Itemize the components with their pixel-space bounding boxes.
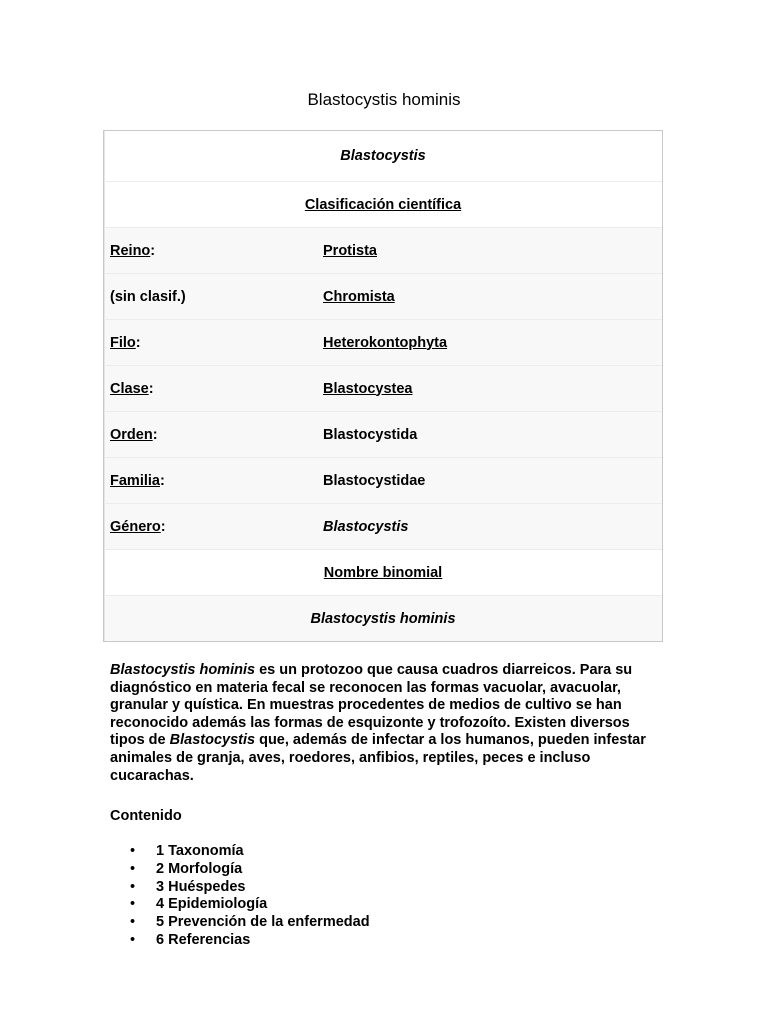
toc-item[interactable]: [110, 896, 370, 914]
toc-item[interactable]: [110, 879, 370, 897]
taxon-row-familia: [104, 457, 662, 503]
rank-suffix: :: [159, 472, 165, 489]
rank-link-genero[interactable]: Género: [110, 518, 161, 535]
taxon-row-sin-clasif: [104, 273, 662, 319]
table-of-contents: [110, 843, 370, 950]
classification-heading-row: [104, 181, 662, 227]
taxon-value-blastocystidae: Blastocystidae: [323, 472, 426, 489]
toc-item-label: 5 Prevención de la enfermedad: [156, 914, 370, 931]
toc-item[interactable]: [110, 843, 370, 861]
taxon-row-clase: [104, 365, 662, 411]
taxon-rank: [110, 335, 141, 351]
toc-item[interactable]: [110, 861, 370, 879]
taxon-value-link-chromista[interactable]: Chromista: [323, 288, 395, 305]
intro-paragraph: [110, 662, 655, 785]
rank-suffix: :: [152, 426, 158, 443]
toc-item[interactable]: [110, 932, 370, 950]
binomial-heading-link[interactable]: Nombre binomial: [323, 564, 443, 581]
taxon-row-genero: [104, 503, 662, 549]
bullet-icon: •: [130, 878, 136, 895]
bullet-icon: •: [130, 843, 136, 859]
rank-link-clase[interactable]: Clase: [110, 380, 149, 397]
taxobox-header-genus: Blastocystis: [340, 148, 426, 164]
toc-item-label: 2 Morfología: [156, 860, 243, 877]
toc-item-label: 1 Taxonomía: [156, 843, 244, 859]
intro-text-1: es un protozoo que causa cuadros diarreicos. Para su diagnóstico en materia fecal se reconocen las formas vacuolar, avacuolar, granular y quística. En muestras procedentes de medios de cultivo se han reconocido además las formas de esquizonte y trofozoíto. Existen diversos tipos de: [110, 662, 633, 749]
rank-link-familia[interactable]: Familia: [110, 472, 160, 489]
toc-item-label: 6 Referencias: [156, 931, 251, 948]
taxon-value-blastocystis: Blastocystis: [323, 518, 409, 535]
classification-heading-link[interactable]: Clasificación científica: [304, 196, 462, 213]
bullet-icon: •: [130, 914, 136, 931]
taxon-row-reino: [104, 227, 662, 273]
bullet-icon: •: [130, 860, 136, 877]
rank-suffix: :: [150, 242, 156, 259]
bullet-icon: •: [130, 896, 136, 913]
taxon-row-filo: [104, 319, 662, 365]
taxon-rank: [110, 473, 165, 489]
toc-title: Contenido: [110, 808, 182, 824]
page-title: Blastocystis hominis: [307, 90, 461, 109]
rank-suffix: :: [135, 334, 141, 351]
toc-item[interactable]: [110, 914, 370, 932]
rank-suffix: :: [148, 380, 154, 397]
rank-link-orden[interactable]: Orden: [110, 426, 153, 443]
toc-item-label: 3 Huéspedes: [156, 878, 246, 895]
taxon-value-blastocystida: Blastocystida: [323, 426, 418, 443]
taxon-rank: [110, 519, 166, 535]
binomial-name-row: [104, 595, 662, 641]
taxon-rank: [110, 381, 154, 397]
rank-link-filo[interactable]: Filo: [110, 334, 136, 351]
taxon-value-link-protista[interactable]: Protista: [323, 242, 377, 259]
taxon-row-orden: [104, 411, 662, 457]
taxobox: [103, 130, 663, 642]
taxon-value-link-heterokontophyta[interactable]: Heterokontophyta: [323, 334, 448, 351]
rank-label-sin-clasif: (sin clasif.): [110, 288, 186, 305]
taxon-value-link-blastocystea[interactable]: Blastocystea: [323, 380, 413, 397]
binomial-name: Blastocystis hominis: [310, 610, 456, 627]
rank-link-reino[interactable]: Reino: [110, 242, 151, 259]
taxon-rank: [110, 427, 158, 443]
bullet-icon: •: [130, 931, 136, 948]
taxon-rank: [110, 289, 186, 305]
toc-item-label: 4 Epidemiología: [156, 896, 268, 913]
taxon-rank: [110, 243, 155, 259]
intro-lead-species: Blastocystis hominis: [110, 662, 256, 678]
rank-suffix: :: [160, 518, 166, 535]
intro-genus-mention: Blastocystis: [169, 732, 256, 749]
binomial-heading-row: [104, 549, 662, 595]
taxobox-header: [104, 131, 662, 181]
intro-text-2: que, además de infectar a los humanos, pueden infestar animales de granja, aves, roedores, anfibios, reptiles, peces e incluso cucarachas.: [110, 732, 646, 784]
